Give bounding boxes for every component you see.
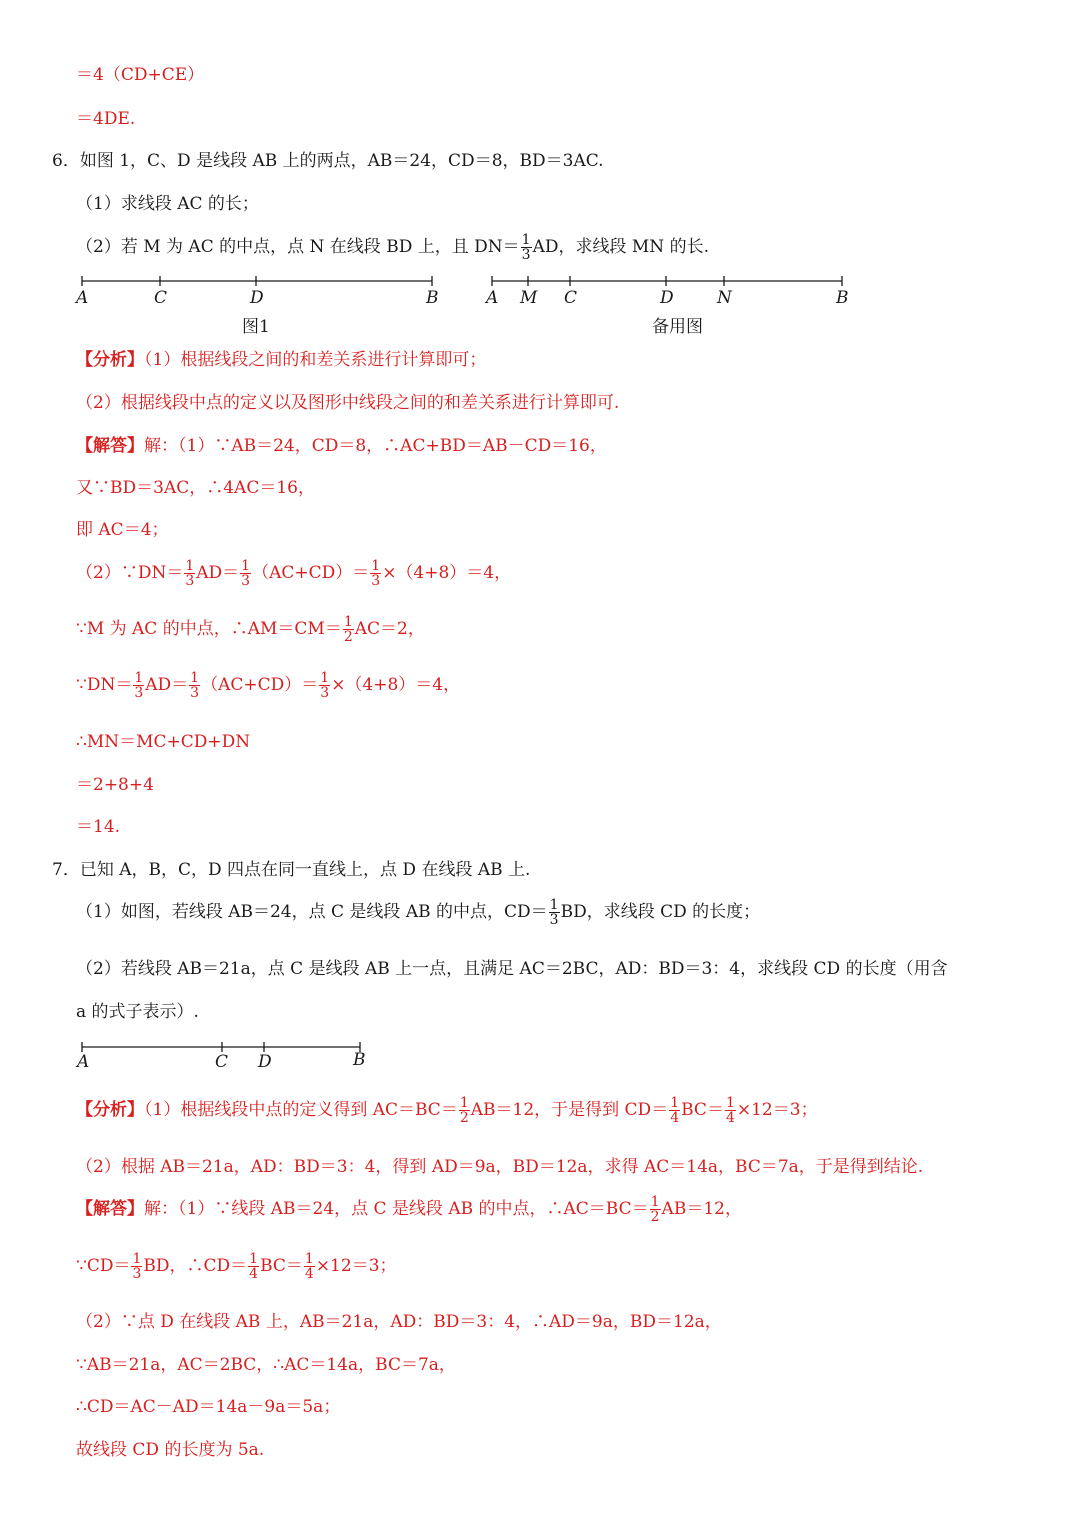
text: BC＝ [681,1100,724,1120]
text: （1）根据线段中点的定义得到 AC＝BC＝ [144,1100,458,1120]
text: ∵DN＝ [76,675,133,695]
text: AC＝2， [354,619,425,639]
q6-answer-2: 又∵BD＝3AC，∴4AC＝16， [76,478,315,498]
fig2-label-n: N [717,288,732,308]
fraction: $\frac{1}{3}$ [190,670,200,701]
q7-answer-5: ∴CD＝AC－AD＝14a－9a＝5a； [76,1397,341,1417]
q7-analysis-2: （2）根据 AB＝21a，AD：BD＝3：4，得到 AD＝9a，BD＝12a，求得 AC＝14a，BC＝7a，于是得到结论. [76,1157,924,1177]
text: AD＝ [196,563,240,583]
fig2-label-c: C [564,288,578,308]
analysis-tag: 【分析】 [76,1100,144,1120]
text: AD＝ [145,675,189,695]
q6-answer-7: ∴MN＝MC+CD+DN [76,732,251,752]
fraction: $\frac{1}{3}$ [134,670,144,701]
top-line-1: ＝4（CD+CE） [76,65,205,85]
q7-fig-label-c: C [215,1052,229,1072]
fraction: $\frac{1}{3}$ [521,232,531,263]
fig1-label-d: D [250,288,264,308]
fraction: $\frac{1}{2}$ [650,1194,660,1225]
text: AB＝12，于是得到 CD＝ [470,1100,669,1120]
q7-fig-label-b: B [353,1050,366,1070]
fraction: $\frac{1}{4}$ [670,1095,680,1126]
q7-stem: 7．已知 A，B，C，D 四点在同一直线上，点 D 在线段 AB 上. [52,860,531,880]
text: BD，求线段 CD 的长度； [560,902,761,922]
q7-analysis-1 [76,1095,818,1125]
text: BD，∴CD＝ [143,1256,248,1276]
fraction: $\frac{1}{3}$ [185,558,195,589]
q7-part2-line1: （2）若线段 AB＝21a，点 C 是线段 AB 上一点，且满足 AC＝2BC，AD：BD＝3：4，求线段 CD 的长度（用含 [76,959,948,979]
q6-analysis-2: （2）根据线段中点的定义以及图形中线段之间的和差关系进行计算即可. [76,393,620,413]
fig1-label-c: C [154,288,168,308]
fraction: $\frac{1}{4}$ [304,1251,314,1282]
fraction: $\frac{1}{2}$ [343,614,353,645]
q6-answer-8: ＝2+8+4 [76,775,154,795]
fig1-caption: 图1 [242,317,270,337]
text: ∵M 为 AC 的中点，∴AM＝CM＝ [76,619,342,639]
fig1-label-a: A [76,288,89,308]
q6-stem: 6．如图 1，C、D 是线段 AB 上的两点，AB＝24，CD＝8，BD＝3AC. [52,151,604,171]
text: （AC+CD）＝ [252,563,370,583]
analysis-tag: 【分析】 [76,350,144,370]
q6-answer-1-text: 解：（1）∵AB＝24，CD＝8，∴AC+BD＝AB－CD＝16， [144,436,607,456]
fraction: $\frac{1}{3}$ [320,670,330,701]
fig2-label-m: M [520,288,538,308]
fig2-label-d: D [660,288,674,308]
text: ×（4+8）＝4， [331,675,461,695]
top-line-2: ＝4DE. [76,109,136,129]
fig1-label-b: B [426,288,439,308]
text: ∵CD＝ [76,1256,131,1276]
fraction: $\frac{1}{3}$ [241,558,251,589]
q6-part2-text-b: AD，求线段 MN 的长. [532,237,709,257]
q6-answer-9: ＝14. [76,817,121,837]
q6-answer-3: 即 AC＝4； [76,520,169,540]
text: AB＝12， [661,1199,742,1219]
answer-tag: 【解答】 [76,436,144,456]
q6-part2-text-a: （2）若 M 为 AC 的中点，点 N 在线段 BD 上，且 DN＝ [76,237,520,257]
fig2-label-a: A [486,288,499,308]
fraction: $\frac{1}{4}$ [725,1095,735,1126]
q7-fig-label-a: A [77,1052,90,1072]
text: （1）如图，若线段 AB＝24，点 C 是线段 AB 的中点，CD＝ [76,902,548,922]
q7-part2-line2: a 的式子表示）. [76,1002,199,1022]
text: ×12＝3； [736,1100,818,1120]
fig2-caption: 备用图 [652,317,703,337]
fraction: $\frac{1}{3}$ [371,558,381,589]
text: BC＝ [260,1256,303,1276]
text: 解：（1）∵线段 AB＝24，点 C 是线段 AB 的中点，∴AC＝BC＝ [144,1199,649,1219]
fig2-label-b: B [836,288,849,308]
fraction: $\frac{1}{4}$ [249,1251,259,1282]
q6-analysis-1-text: （1）根据线段之间的和差关系进行计算即可； [144,350,487,370]
q7-answer-1 [76,1194,742,1224]
q7-fig-label-d: D [258,1052,272,1072]
answer-tag: 【解答】 [76,1199,144,1219]
text: ×（4+8）＝4， [382,563,512,583]
fraction: $\frac{1}{3}$ [549,897,559,928]
text: （AC+CD）＝ [201,675,319,695]
q7-answer-6: 故线段 CD 的长度为 5a. [76,1440,265,1460]
text: ×12＝3； [315,1256,397,1276]
q6-part1: （1）求线段 AC 的长； [76,194,259,214]
q7-answer-2 [76,1251,397,1281]
q7-answer-4: ∵AB＝21a，AC＝2BC，∴AC＝14a，BC＝7a， [76,1355,456,1375]
text: （2）∵DN＝ [76,563,184,583]
fraction: $\frac{1}{2}$ [459,1095,469,1126]
q7-figure-line [82,1042,360,1052]
fraction: $\frac{1}{3}$ [132,1251,142,1282]
q7-answer-3: （2）∵点 D 在线段 AB 上，AB＝21a，AD：BD＝3：4，∴AD＝9a，BD＝12a， [76,1312,722,1332]
